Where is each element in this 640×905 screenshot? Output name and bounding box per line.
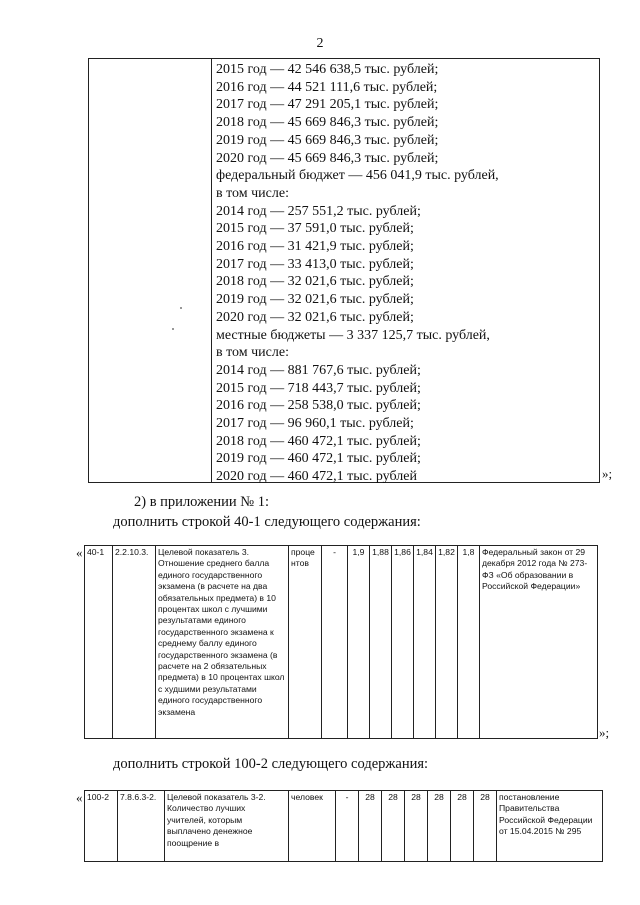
- row-40-1-table: [84, 545, 598, 739]
- funding-line: 2016 год — 31 421,9 тыс. рублей;: [216, 239, 414, 255]
- scan-speck: [172, 328, 174, 330]
- page-number: 2: [316, 36, 324, 51]
- funding-line: в том числе:: [216, 345, 289, 361]
- row-100-2-value: 28: [359, 791, 382, 862]
- row-40-1-value: 1,82: [436, 546, 458, 739]
- row-100-2-title: Целевой показатель 3-2. Количество лучших учителей, которым выплачено денежное поощрение в: [165, 791, 289, 862]
- funding-line: федеральный бюджет — 456 041,9 тыс. рублей,: [216, 168, 499, 184]
- row-100-2-number: 100-2: [85, 791, 118, 862]
- row-40-1-open-quote: «: [76, 545, 83, 560]
- row-40-1-title: Целевой показатель 3. Отношение среднего балла единого государственного экзамена (в расчете на два обязательных предмета) в 10 процентах школ с лучшими результатами единого государственного экзамена к среднему баллу единого государственного экзамена (в расчете на 2 обязательных предмета) в 10 процентах школ с худшими результатами единого государственного экзамена: [156, 546, 289, 739]
- funding-line: 2018 год — 32 021,6 тыс. рублей;: [216, 274, 414, 290]
- funding-line: 2020 год — 32 021,6 тыс. рублей;: [216, 309, 414, 325]
- funding-line: 2015 год — 42 546 638,5 тыс. рублей;: [216, 62, 439, 77]
- funding-line: 2020 год — 460 472,1 тыс. рублей: [216, 469, 417, 485]
- row-40-1-value: 1,86: [392, 546, 414, 739]
- funding-line: 2019 год — 460 472,1 тыс. рублей;: [216, 451, 421, 467]
- funding-line: 2017 год — 96 960,1 тыс. рублей;: [216, 416, 414, 432]
- funding-line: 2014 год — 257 551,2 тыс. рублей;: [216, 203, 421, 219]
- row-40-1-value: 1,9: [348, 546, 370, 739]
- row-40-1-close-quote: »;: [599, 725, 610, 740]
- row-100-2-unit: человек: [289, 791, 336, 862]
- funding-table-divider: [211, 59, 212, 482]
- funding-line: 2017 год — 33 413,0 тыс. рублей;: [216, 256, 414, 272]
- scan-speck: [180, 307, 182, 309]
- funding-line: 2015 год — 37 591,0 тыс. рублей;: [216, 221, 414, 237]
- row-40-1-value: 1,84: [414, 546, 436, 739]
- row-100-2-value: 28: [382, 791, 405, 862]
- funding-line: местные бюджеты — 3 337 125,7 тыс. рублей,: [216, 327, 490, 343]
- funding-table: [88, 58, 600, 483]
- row-100-2-base: -: [336, 791, 359, 862]
- row-40-1-source: Федеральный закон от 29 декабря 2012 года № 273-ФЗ «Об образовании в Российской Федерации»: [480, 546, 598, 739]
- row-40-1-base: -: [322, 546, 348, 739]
- funding-line: 2014 год — 881 767,6 тыс. рублей;: [216, 362, 421, 378]
- row-100-2-value: 28: [428, 791, 451, 862]
- row-40-1-value: 1,88: [370, 546, 392, 739]
- funding-line: 2019 год — 45 669 846,3 тыс. рублей;: [216, 132, 439, 148]
- funding-line: в том числе:: [216, 185, 289, 201]
- funding-line: 2016 год — 44 521 111,6 тыс. рублей;: [216, 79, 438, 95]
- row-100-2-open-quote: «: [76, 790, 83, 805]
- row-40-1-number: 40-1: [85, 546, 113, 739]
- row-100-2-value: 28: [405, 791, 428, 862]
- row-100-2-value: 28: [474, 791, 497, 862]
- funding-line: 2017 год — 47 291 205,1 тыс. рублей;: [216, 97, 439, 113]
- row-40-1-unit: процентов: [289, 546, 322, 739]
- row-100-2-table: [84, 790, 603, 862]
- instruction-row-40-1: дополнить строкой 40-1 следующего содержания:: [113, 514, 421, 530]
- funding-line: 2015 год — 718 443,7 тыс. рублей;: [216, 380, 421, 396]
- funding-line: 2020 год — 45 669 846,3 тыс. рублей;: [216, 150, 439, 166]
- row-100-2-value: 28: [451, 791, 474, 862]
- funding-line: 2016 год — 258 538,0 тыс. рублей;: [216, 398, 421, 414]
- item-2-heading: 2) в приложении № 1:: [134, 494, 269, 510]
- instruction-row-100-2: дополнить строкой 100-2 следующего содержания:: [113, 756, 429, 772]
- row-100-2-source: постановление Правительства Российской Федерации от 15.04.2015 № 295: [497, 791, 603, 862]
- table-close-quote: »;: [602, 466, 613, 481]
- funding-lines: [216, 61, 499, 486]
- funding-line: 2019 год — 32 021,6 тыс. рублей;: [216, 292, 414, 308]
- row-100-2-code: 7.8.6.3-2.: [118, 791, 165, 862]
- row-40-1-value: 1,8: [458, 546, 480, 739]
- row-40-1-code: 2.2.10.3.: [113, 546, 156, 739]
- funding-line: 2018 год — 460 472,1 тыс. рублей;: [216, 433, 421, 449]
- funding-line: 2018 год — 45 669 846,3 тыс. рублей;: [216, 115, 439, 131]
